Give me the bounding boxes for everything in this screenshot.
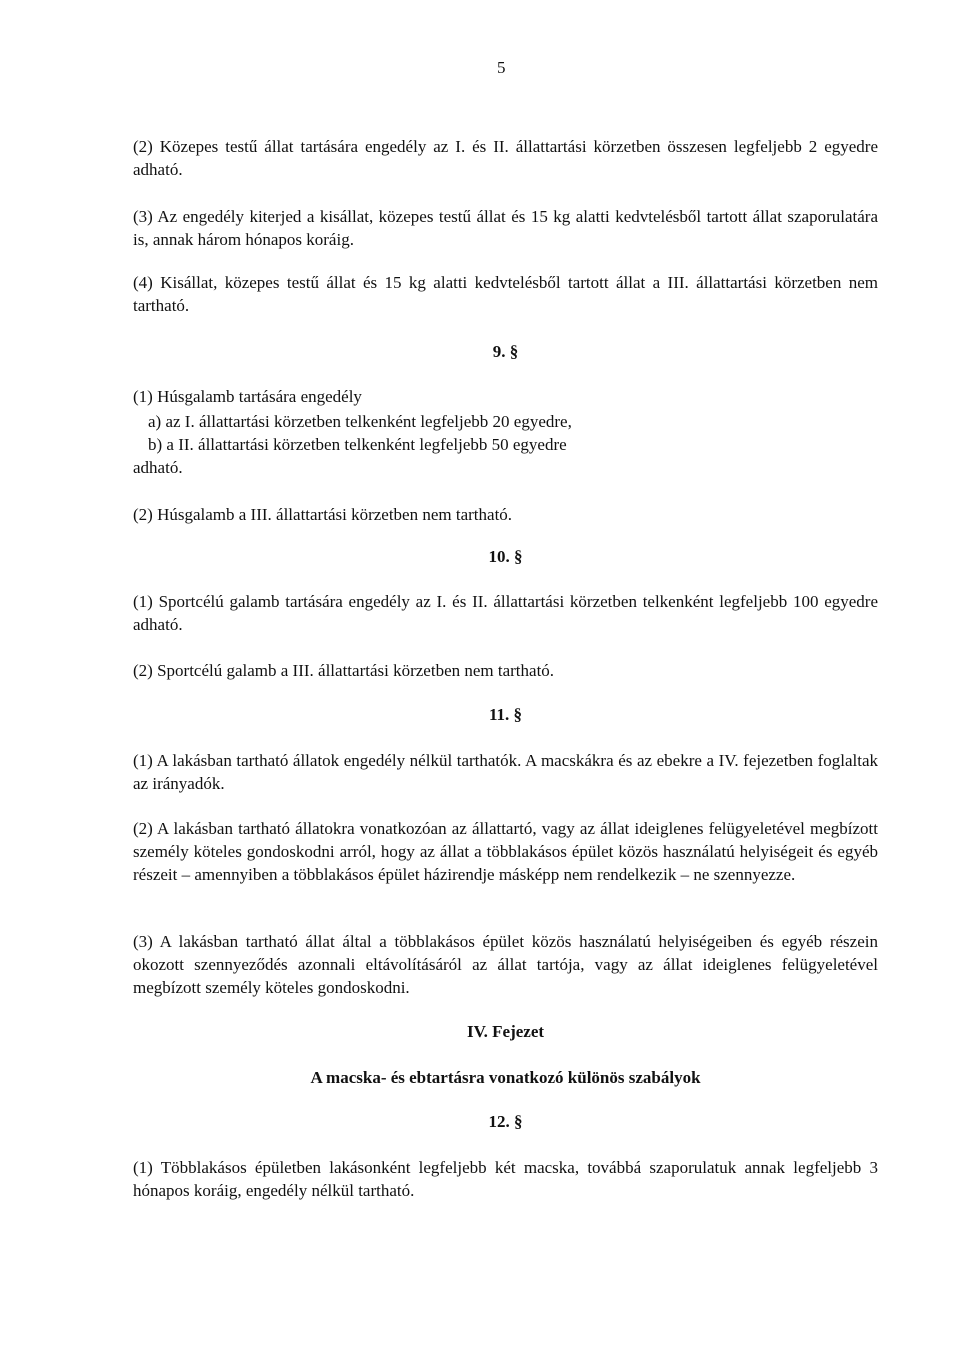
chapter-title: IV. Fejezet <box>466 1022 545 1041</box>
paragraph-10-1: (1) Sportcélú galamb tartására engedély az I. és II. állattartási körzetben telkenként legfeljebb 100 egyedre adható. <box>133 592 878 634</box>
paragraph-8-4: (4) Kisállat, közepes testű állat és 15 kg alatti kedvtelésből tartott állat a III. állattartási körzetben nem tartható. <box>133 273 878 315</box>
paragraph-8-3: (3) Az engedély kiterjed a kisállat, közepes testű állat és 15 kg alatti kedvtelésből tartott állat szaporulatára is, annak három hónapos koráig. <box>133 207 878 249</box>
section-heading-12: 12. § <box>488 1112 523 1131</box>
paragraph-10-2: (2) Sportcélú galamb a III. állattartási körzetben nem tartható. <box>133 661 555 680</box>
paragraph-11-2: (2) A lakásban tartható állatokra vonatkozóan az állattartó, vagy az állat ideiglenes felügyeletével megbízott személy köteles gondoskodni arról, hogy az állat a többlakásos épület közös használatú helyiségeit és egyéb részeit – amennyiben a többlakásos épület házirendje másképp nem rendelkezik – ne szennyezze. <box>133 819 878 884</box>
paragraph-9-1-end: adható. <box>133 458 183 477</box>
paragraph-9-2: (2) Húsgalamb a III. állattartási körzetben nem tartható. <box>133 505 513 524</box>
paragraph-12-1: (1) Többlakásos épületben lakásonként legfeljebb két macska, továbbá szaporulatuk annak legfeljebb 3 hónapos koráig, engedély nélkül tartható. <box>133 1158 878 1200</box>
chapter-subtitle: A macska- és ebtartásra vonatkozó különös szabályok <box>310 1068 701 1087</box>
section-heading-10: 10. § <box>488 547 523 566</box>
list-item-9-1-a: a) az I. állattartási körzetben telkenként legfeljebb 20 egyedre, <box>148 412 572 431</box>
list-item-9-1-b: b) a II. állattartási körzetben telkenként legfeljebb 50 egyedre <box>148 435 567 454</box>
page-number: 5 <box>497 58 506 77</box>
paragraph-11-1: (1) A lakásban tartható állatok engedély nélkül tarthatók. A macskákra és az ebekre a IV. fejezetben foglaltak az irányadók. <box>133 751 878 793</box>
paragraph-8-2: (2) Közepes testű állat tartására engedély az I. és II. állattartási körzetben összesen legfeljebb 2 egyedre adható. <box>133 137 878 179</box>
section-heading-9: 9. § <box>492 342 519 361</box>
paragraph-11-3: (3) A lakásban tartható állat által a többlakásos épület közös használatú helyiségeiben és egyéb részein okozott szennyeződés azonnali eltávolításáról az állat tartója, vagy az állat ideiglenes felügyeletével megbízott személy köteles gondoskodni. <box>133 932 878 997</box>
paragraph-9-1-intro: (1) Húsgalamb tartására engedély <box>133 387 362 406</box>
section-heading-11: 11. § <box>488 705 523 724</box>
